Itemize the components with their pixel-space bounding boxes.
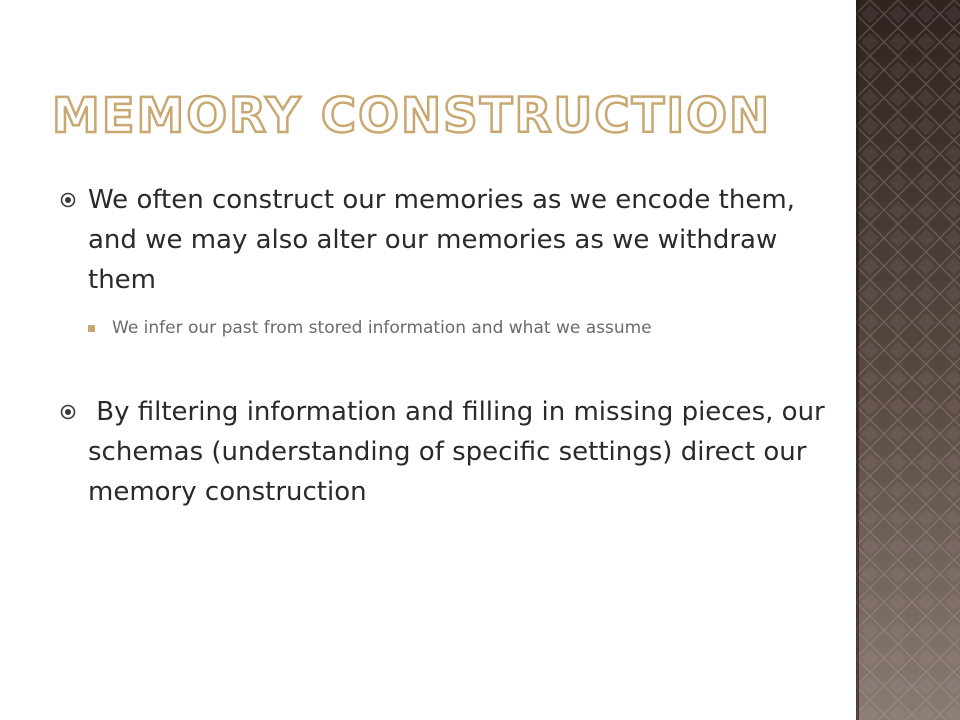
sub-bullet-item xyxy=(58,316,838,340)
side-panel-edge xyxy=(856,0,859,720)
decorative-side-panel xyxy=(856,0,960,720)
square-icon xyxy=(88,325,95,332)
slide-title: MEMORY CONSTRUCTION xyxy=(52,88,772,144)
bullet-item xyxy=(58,180,838,300)
circled-dot-icon xyxy=(60,404,76,420)
diamond-pattern xyxy=(856,0,960,720)
sub-bullet-text: We infer our past from stored information and what we assume xyxy=(112,318,652,338)
bullet-item xyxy=(58,392,838,512)
slide-content xyxy=(58,180,838,512)
circled-dot-icon xyxy=(60,192,76,208)
bullet-text: We often construct our memories as we encode them, and we may also alter our memories as we withdraw them xyxy=(88,185,795,295)
bullet-text: By filtering information and filling in missing pieces, our schemas (understanding of specific settings) direct our memory construction xyxy=(88,397,834,507)
